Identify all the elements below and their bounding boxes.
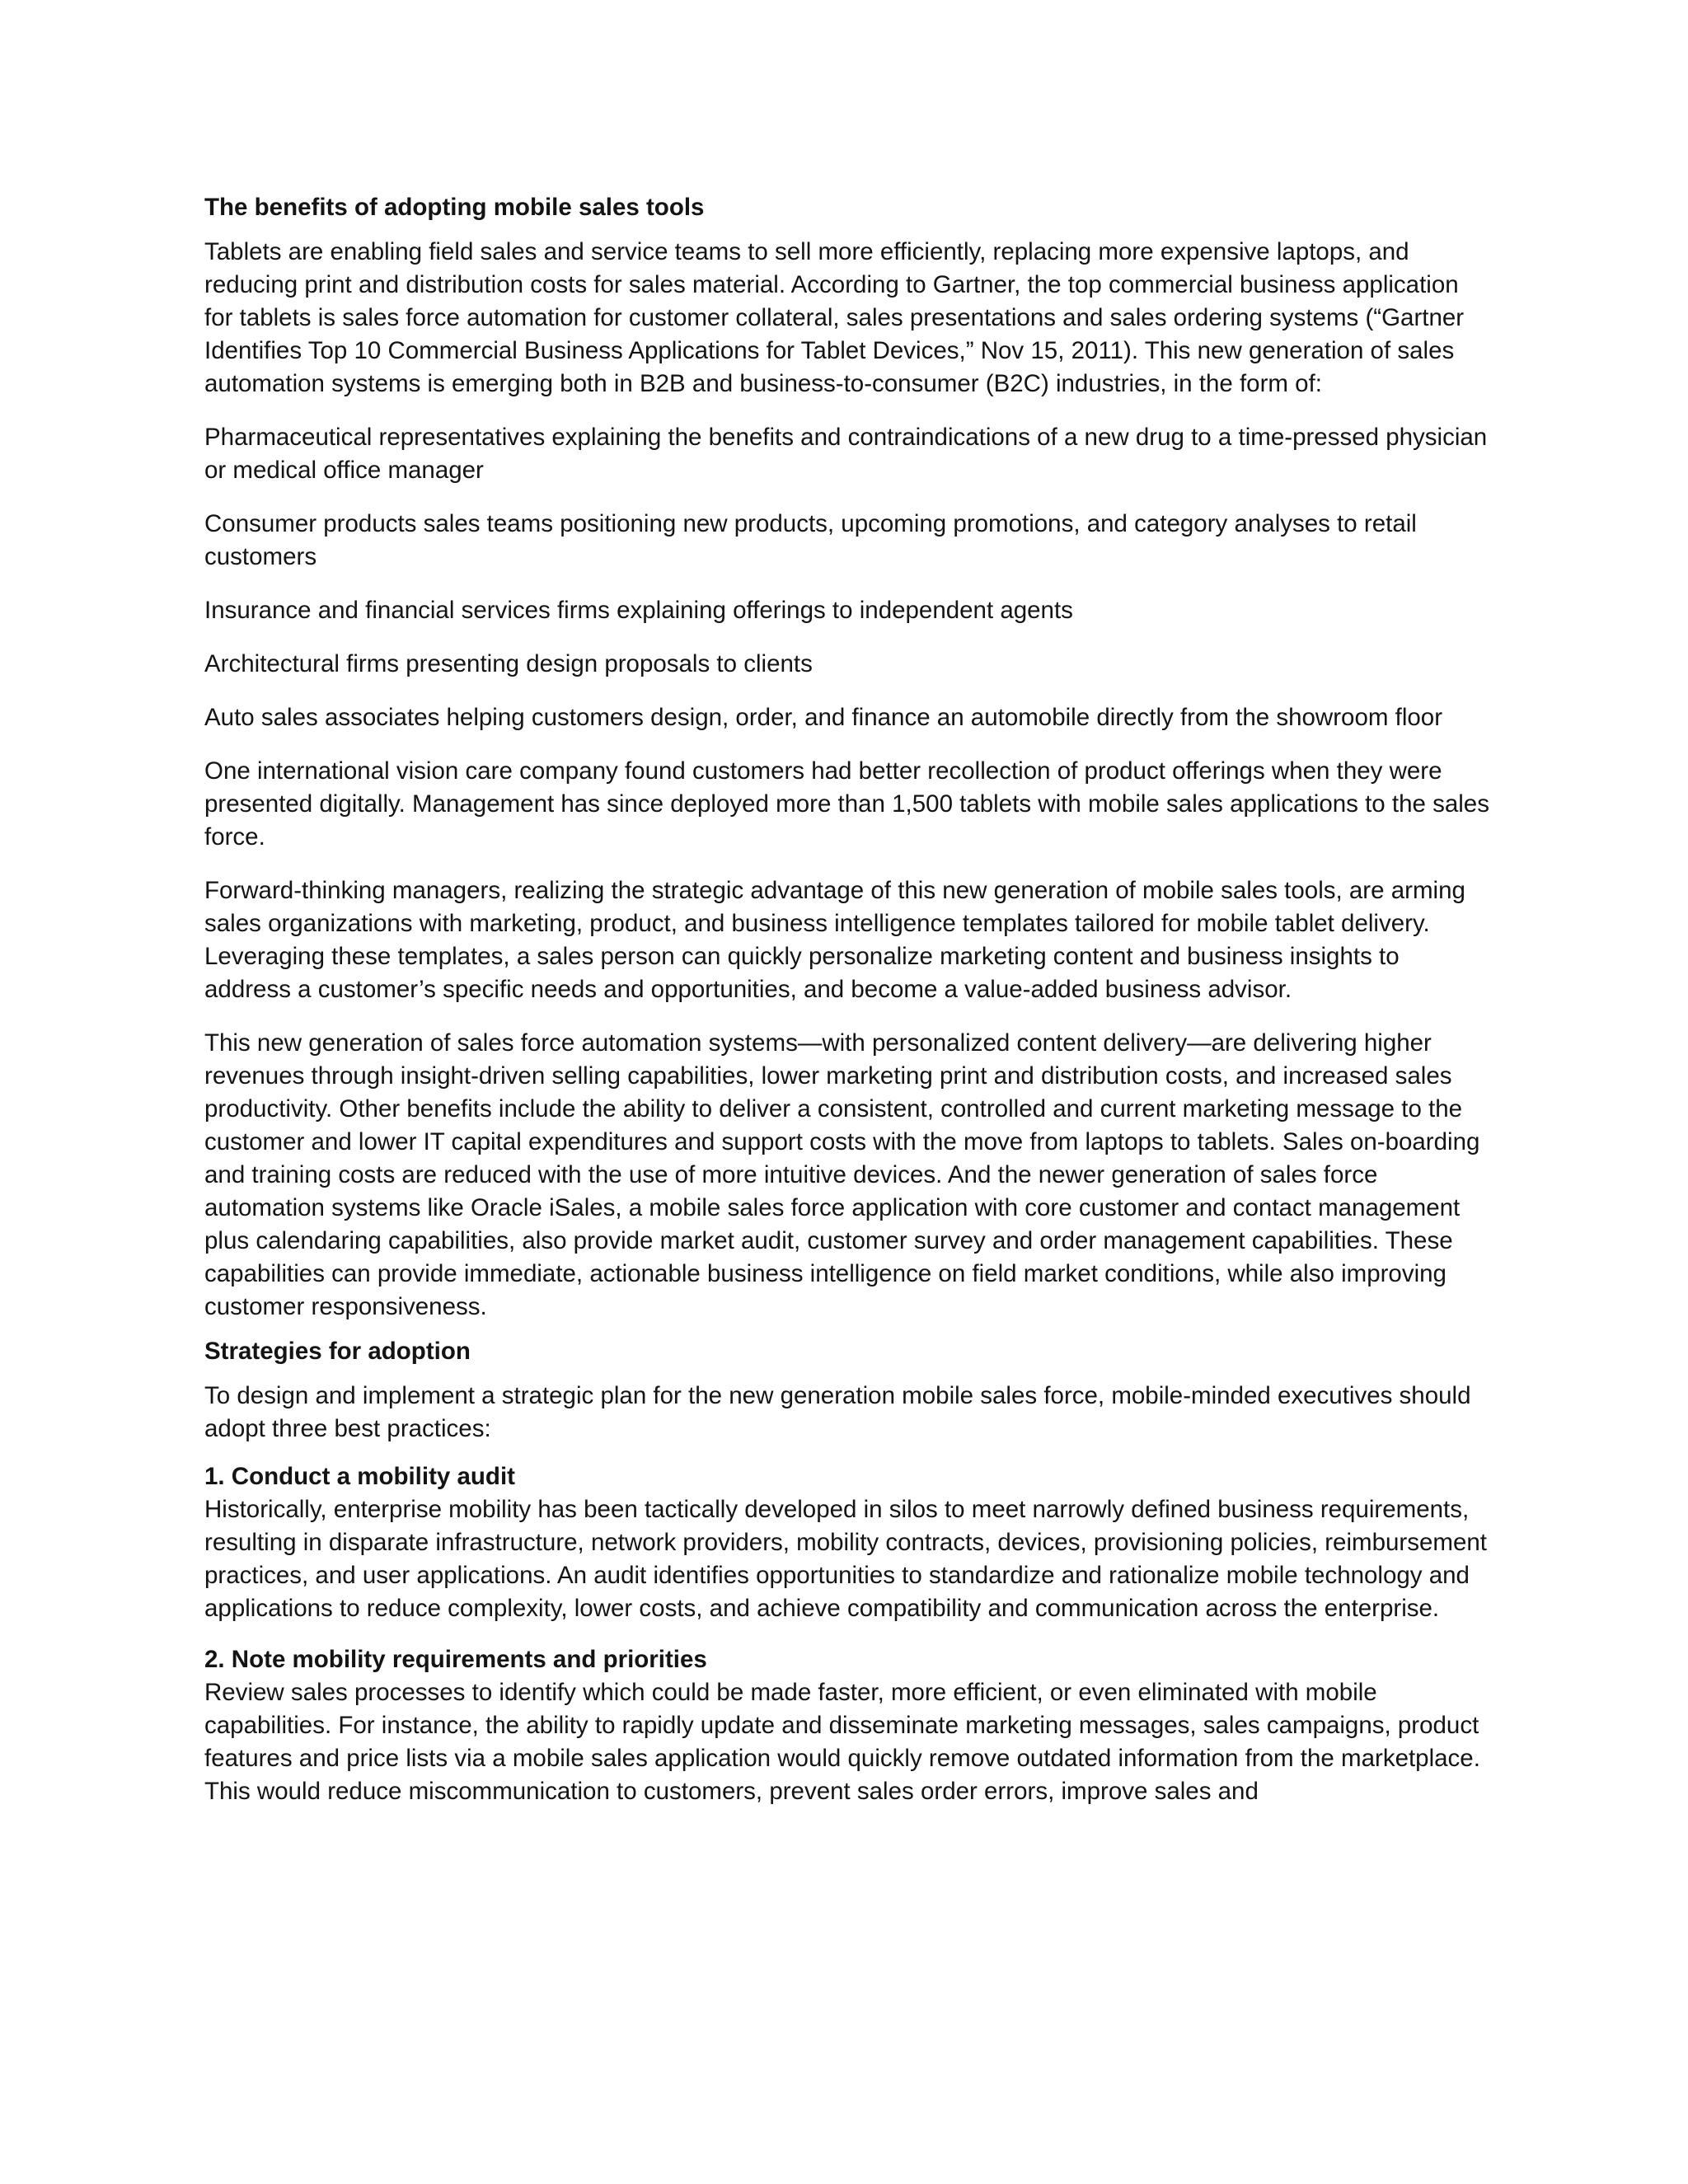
- example-item: Consumer products sales teams positioning new products, upcoming promotions, and category analyses to retail customers: [204, 510, 1417, 570]
- paragraph-strategies-intro: To design and implement a strategic plan for the new generation mobile sales force, mobile-minded executives should adopt three best practices:: [204, 1382, 1471, 1442]
- practice-title: 1. Conduct a mobility audit: [204, 1463, 515, 1490]
- paragraph-vision-care: One international vision care company found customers had better recollection of product offerings when they were presented digitally. Management has since deployed more than 1,500 tablets with mobile sales applications to the sales force.: [204, 757, 1489, 851]
- practice-title: 2. Note mobility requirements and priorities: [204, 1646, 707, 1673]
- example-item: Auto sales associates helping customers design, order, and finance an automobile directly from the showroom floor: [204, 704, 1443, 731]
- practice-text: Historically, enterprise mobility has been tactically developed in silos to meet narrowly defined business requirements, resulting in disparate infrastructure, network providers, mobility contracts, devices, provisioning policies, reimbursement practices, and user applications. An audit identifies opportunities to standardize and rationalize mobile technology and applications to reduce complexity, lower costs, and achieve compatibility and communication across the enterprise.: [204, 1496, 1487, 1622]
- example-item: Pharmaceutical representatives explaining the benefits and contraindications of a new drug to a time-pressed physician or medical office manager: [204, 424, 1488, 484]
- document-page: [204, 191, 1490, 1826]
- example-item: Architectural firms presenting design proposals to clients: [204, 650, 813, 677]
- section-heading-benefits: The benefits of adopting mobile sales tools: [204, 194, 705, 221]
- paragraph-new-generation: This new generation of sales force automation systems—with personalized content delivery—are delivering higher revenues through insight-driven selling capabilities, lower marketing print and distribution costs, and increased sales productivity. Other benefits include the ability to deliver a consistent, controlled and current marketing message to the customer and lower IT capital expenditures and support costs with the move from laptops to tablets. Sales on-boarding and training costs are reduced with the use of more intuitive devices. And the newer generation of sales force automation systems like Oracle iSales, a mobile sales force application with core customer and contact management plus calendaring capabilities, also provide market audit, customer survey and order management capabilities. These capabilities can provide immediate, actionable business intelligence on field market conditions, while also improving customer responsiveness.: [204, 1029, 1480, 1320]
- paragraph-forward-thinking: Forward-thinking managers, realizing the strategic advantage of this new generation of mobile sales tools, are arming sales organizations with marketing, product, and business intelligence templates tailored for mobile tablet delivery. Leveraging these templates, a sales person can quickly personalize marketing content and business insights to address a customer’s specific needs and opportunities, and become a value-added business advisor.: [204, 877, 1465, 1003]
- practice-item: [204, 1460, 1490, 1625]
- practice-item: [204, 1643, 1490, 1808]
- practice-text: Review sales processes to identify which could be made faster, more efficient, or even eliminated with mobile capabilities. For instance, the ability to rapidly update and disseminate marketing messages, sales campaigns, product features and price lists via a mobile sales application would quickly remove outdated information from the marketplace. This would reduce miscommunication to customers, prevent sales order errors, improve sales and: [204, 1679, 1480, 1805]
- example-item: Insurance and financial services firms explaining offerings to independent agents: [204, 597, 1073, 624]
- section-heading-strategies: Strategies for adoption: [204, 1338, 471, 1365]
- paragraph-intro: Tablets are enabling field sales and service teams to sell more efficiently, replacing more expensive laptops, and reducing print and distribution costs for sales material. According to Gartner, the top commercial business application for tablets is sales force automation for customer collateral, sales presentations and sales ordering systems (“Gartner Identifies Top 10 Commercial Business Applications for Tablet Devices,” Nov 15, 2011). This new generation of sales automation systems is emerging both in B2B and business-to-consumer (B2C) industries, in the form of:: [204, 238, 1465, 397]
